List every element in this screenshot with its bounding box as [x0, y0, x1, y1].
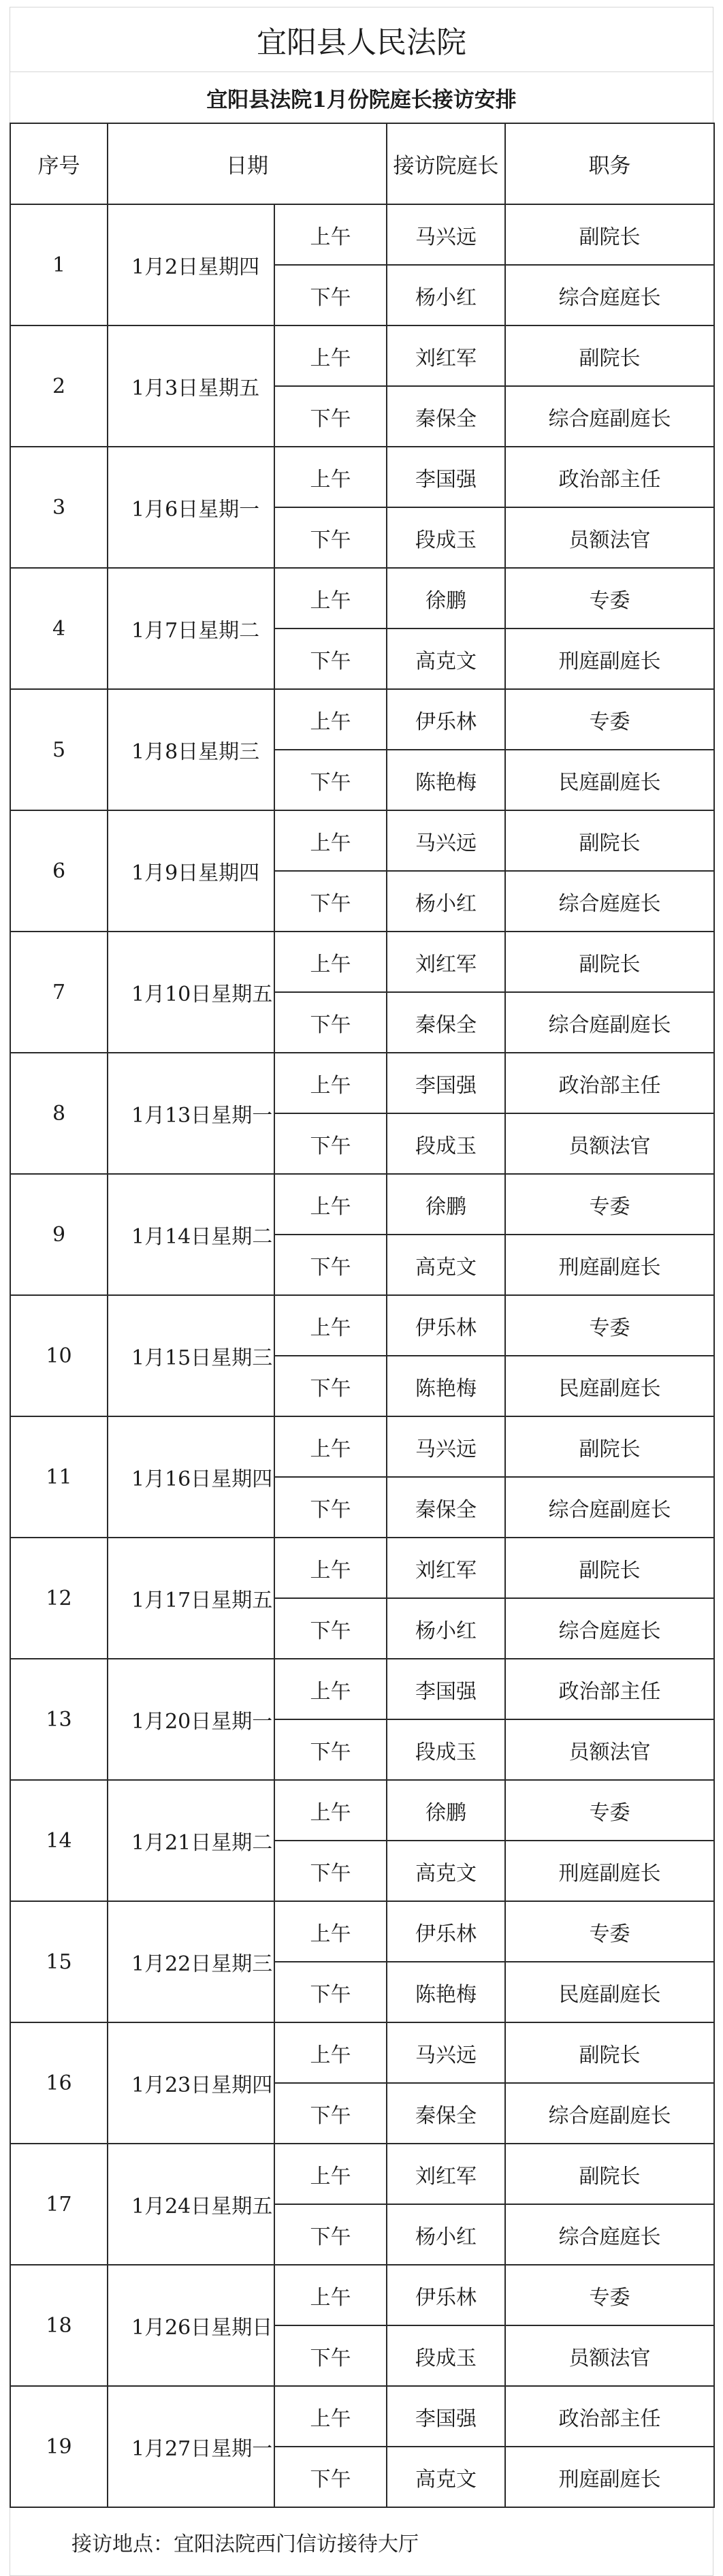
judge-name: 陈艳梅	[387, 1962, 505, 2022]
table-row	[10, 2022, 714, 2083]
judge-name: 刘红军	[387, 1538, 505, 1598]
document-subtitle: 宜阳县法院1月份院庭长接访安排	[10, 72, 713, 123]
document-title: 宜阳县人民法院	[10, 7, 713, 72]
judge-position: 副院长	[505, 932, 714, 992]
judge-name: 李国强	[387, 2386, 505, 2447]
row-date: 1月21日星期二	[108, 1780, 274, 1901]
judge-position: 员额法官	[505, 2325, 714, 2386]
period-pm: 下午	[274, 2447, 387, 2507]
judge-position: 政治部主任	[505, 1053, 714, 1113]
row-date: 1月23日星期四	[108, 2022, 274, 2144]
schedule-table	[10, 123, 715, 2508]
judge-position: 员额法官	[505, 507, 714, 568]
period-pm: 下午	[274, 871, 387, 932]
period-am: 上午	[274, 1053, 387, 1113]
period-am: 上午	[274, 689, 387, 750]
row-date: 1月22日星期三	[108, 1901, 274, 2022]
period-pm: 下午	[274, 1477, 387, 1538]
row-index: 10	[10, 1295, 108, 1416]
period-pm: 下午	[274, 1235, 387, 1295]
row-index: 14	[10, 1780, 108, 1901]
judge-position: 政治部主任	[505, 2386, 714, 2447]
period-pm: 下午	[274, 1719, 387, 1780]
judge-position: 专委	[505, 689, 714, 750]
table-row	[10, 1659, 714, 1719]
judge-name: 杨小红	[387, 265, 505, 325]
judge-name: 李国强	[387, 1053, 505, 1113]
judge-name: 高克文	[387, 1235, 505, 1295]
row-date: 1月27日星期一	[108, 2386, 274, 2507]
judge-name: 杨小红	[387, 871, 505, 932]
judge-position: 刑庭副庭长	[505, 1841, 714, 1901]
judge-position: 副院长	[505, 810, 714, 871]
period-am: 上午	[274, 1174, 387, 1235]
schedule-body	[10, 204, 714, 2507]
judge-position: 综合庭副庭长	[505, 2083, 714, 2144]
row-date: 1月10日星期五	[108, 932, 274, 1053]
table-header-row	[10, 123, 714, 204]
judge-name: 马兴远	[387, 2022, 505, 2083]
header-judge: 接访院庭长	[387, 123, 505, 204]
judge-name: 秦保全	[387, 992, 505, 1053]
judge-position: 专委	[505, 2265, 714, 2325]
row-date: 1月20日星期一	[108, 1659, 274, 1780]
period-am: 上午	[274, 204, 387, 265]
table-row	[10, 325, 714, 386]
table-row	[10, 1416, 714, 1477]
table-row	[10, 932, 714, 992]
judge-name: 陈艳梅	[387, 1356, 505, 1416]
period-am: 上午	[274, 325, 387, 386]
judge-name: 段成玉	[387, 1113, 505, 1174]
row-index: 18	[10, 2265, 108, 2386]
judge-position: 综合庭副庭长	[505, 992, 714, 1053]
judge-position: 刑庭副庭长	[505, 2447, 714, 2507]
row-index: 16	[10, 2022, 108, 2144]
judge-name: 杨小红	[387, 1598, 505, 1659]
table-row	[10, 1295, 714, 1356]
judge-position: 专委	[505, 1295, 714, 1356]
period-am: 上午	[274, 1295, 387, 1356]
judge-name: 马兴远	[387, 810, 505, 871]
table-row	[10, 2265, 714, 2325]
table-row	[10, 1053, 714, 1113]
judge-position: 专委	[505, 1780, 714, 1841]
judge-position: 专委	[505, 1174, 714, 1235]
row-index: 11	[10, 1416, 108, 1538]
row-date: 1月3日星期五	[108, 325, 274, 447]
period-pm: 下午	[274, 1356, 387, 1416]
judge-name: 刘红军	[387, 325, 505, 386]
judge-position: 综合庭庭长	[505, 1598, 714, 1659]
table-row	[10, 568, 714, 629]
judge-name: 徐鹏	[387, 568, 505, 629]
period-am: 上午	[274, 2265, 387, 2325]
table-row	[10, 689, 714, 750]
judge-name: 高克文	[387, 1841, 505, 1901]
judge-name: 秦保全	[387, 386, 505, 447]
period-am: 上午	[274, 2386, 387, 2447]
judge-position: 副院长	[505, 1538, 714, 1598]
schedule-document	[10, 7, 713, 2576]
period-am: 上午	[274, 932, 387, 992]
table-row	[10, 810, 714, 871]
judge-name: 徐鹏	[387, 1780, 505, 1841]
row-index: 13	[10, 1659, 108, 1780]
judge-position: 刑庭副庭长	[505, 629, 714, 689]
judge-position: 综合庭副庭长	[505, 386, 714, 447]
judge-position: 副院长	[505, 1416, 714, 1477]
judge-name: 杨小红	[387, 2204, 505, 2265]
period-am: 上午	[274, 2144, 387, 2204]
table-row	[10, 204, 714, 265]
row-index: 3	[10, 447, 108, 568]
period-pm: 下午	[274, 2083, 387, 2144]
period-am: 上午	[274, 2022, 387, 2083]
header-position: 职务	[505, 123, 714, 204]
row-date: 1月24日星期五	[108, 2144, 274, 2265]
period-am: 上午	[274, 1538, 387, 1598]
row-index: 5	[10, 689, 108, 810]
judge-position: 政治部主任	[505, 447, 714, 507]
row-date: 1月14日星期二	[108, 1174, 274, 1295]
table-row	[10, 1780, 714, 1841]
judge-name: 伊乐林	[387, 689, 505, 750]
period-pm: 下午	[274, 1962, 387, 2022]
row-date: 1月17日星期五	[108, 1538, 274, 1659]
period-pm: 下午	[274, 2204, 387, 2265]
judge-position: 专委	[505, 1901, 714, 1962]
row-index: 15	[10, 1901, 108, 2022]
judge-position: 刑庭副庭长	[505, 1235, 714, 1295]
row-date: 1月6日星期一	[108, 447, 274, 568]
row-index: 9	[10, 1174, 108, 1295]
judge-position: 副院长	[505, 2022, 714, 2083]
period-pm: 下午	[274, 507, 387, 568]
period-am: 上午	[274, 1416, 387, 1477]
judge-name: 马兴远	[387, 1416, 505, 1477]
row-date: 1月7日星期二	[108, 568, 274, 689]
judge-position: 政治部主任	[505, 1659, 714, 1719]
table-row	[10, 1538, 714, 1598]
period-am: 上午	[274, 810, 387, 871]
judge-name: 秦保全	[387, 2083, 505, 2144]
row-date: 1月8日星期三	[108, 689, 274, 810]
period-pm: 下午	[274, 2325, 387, 2386]
judge-position: 民庭副庭长	[505, 1962, 714, 2022]
visit-location-note: 接访地点：宜阳法院西门信访接待大厅	[10, 2508, 713, 2576]
period-am: 上午	[274, 447, 387, 507]
row-index: 6	[10, 810, 108, 932]
judge-name: 陈艳梅	[387, 750, 505, 810]
judge-position: 综合庭庭长	[505, 2204, 714, 2265]
row-index: 2	[10, 325, 108, 447]
row-index: 7	[10, 932, 108, 1053]
judge-position: 副院长	[505, 2144, 714, 2204]
row-index: 19	[10, 2386, 108, 2507]
row-index: 12	[10, 1538, 108, 1659]
table-row	[10, 1174, 714, 1235]
judge-position: 民庭副庭长	[505, 750, 714, 810]
period-pm: 下午	[274, 386, 387, 447]
judge-name: 秦保全	[387, 1477, 505, 1538]
row-date: 1月15日星期三	[108, 1295, 274, 1416]
judge-position: 综合庭副庭长	[505, 1477, 714, 1538]
period-pm: 下午	[274, 1841, 387, 1901]
judge-position: 综合庭庭长	[505, 871, 714, 932]
judge-name: 伊乐林	[387, 2265, 505, 2325]
judge-position: 专委	[505, 568, 714, 629]
header-date: 日期	[108, 123, 387, 204]
period-am: 上午	[274, 1659, 387, 1719]
row-date: 1月13日星期一	[108, 1053, 274, 1174]
table-row	[10, 2386, 714, 2447]
period-pm: 下午	[274, 992, 387, 1053]
judge-position: 副院长	[505, 325, 714, 386]
judge-position: 民庭副庭长	[505, 1356, 714, 1416]
judge-name: 高克文	[387, 629, 505, 689]
judge-name: 徐鹏	[387, 1174, 505, 1235]
judge-name: 刘红军	[387, 2144, 505, 2204]
judge-name: 李国强	[387, 1659, 505, 1719]
row-index: 8	[10, 1053, 108, 1174]
period-pm: 下午	[274, 750, 387, 810]
judge-position: 员额法官	[505, 1719, 714, 1780]
row-index: 1	[10, 204, 108, 325]
row-date: 1月9日星期四	[108, 810, 274, 932]
period-am: 上午	[274, 1780, 387, 1841]
period-pm: 下午	[274, 1113, 387, 1174]
table-row	[10, 2144, 714, 2204]
table-row	[10, 447, 714, 507]
judge-name: 段成玉	[387, 2325, 505, 2386]
judge-position: 综合庭庭长	[505, 265, 714, 325]
row-date: 1月2日星期四	[108, 204, 274, 325]
period-pm: 下午	[274, 1598, 387, 1659]
period-am: 上午	[274, 568, 387, 629]
table-row	[10, 1901, 714, 1962]
judge-name: 高克文	[387, 2447, 505, 2507]
period-am: 上午	[274, 1901, 387, 1962]
judge-name: 段成玉	[387, 1719, 505, 1780]
judge-name: 伊乐林	[387, 1295, 505, 1356]
judge-name: 段成玉	[387, 507, 505, 568]
period-pm: 下午	[274, 265, 387, 325]
row-index: 17	[10, 2144, 108, 2265]
judge-name: 李国强	[387, 447, 505, 507]
period-pm: 下午	[274, 629, 387, 689]
row-date: 1月26日星期日	[108, 2265, 274, 2386]
row-date: 1月16日星期四	[108, 1416, 274, 1538]
judge-name: 刘红军	[387, 932, 505, 992]
header-index: 序号	[10, 123, 108, 204]
judge-name: 马兴远	[387, 204, 505, 265]
judge-position: 副院长	[505, 204, 714, 265]
judge-name: 伊乐林	[387, 1901, 505, 1962]
judge-position: 员额法官	[505, 1113, 714, 1174]
row-index: 4	[10, 568, 108, 689]
